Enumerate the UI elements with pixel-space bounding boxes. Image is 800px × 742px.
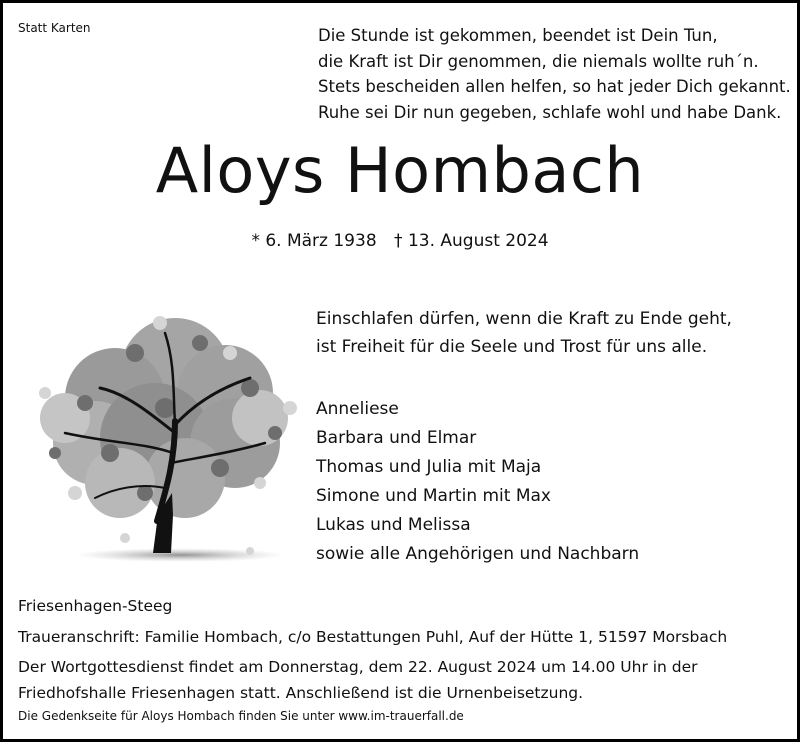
family-list xyxy=(316,395,639,569)
quote-line: ist Freiheit für die Seele und Trost für uns alle. xyxy=(316,337,708,357)
death-date: † 13. August 2024 xyxy=(394,231,549,251)
family-member: Barbara und Elmar xyxy=(316,428,477,448)
poem-line: Stets bescheiden allen helfen, so hat jeder Dich gekannt. xyxy=(318,77,791,97)
quote-line: Einschlafen dürfen, wenn die Kraft zu Ende geht, xyxy=(316,309,732,329)
family-member: Anneliese xyxy=(316,399,399,419)
autumn-tree-icon xyxy=(25,293,305,563)
service-line: Friedhofshalle Friesenhagen statt. Anschließend ist die Urnenbeisetzung. xyxy=(18,684,584,702)
life-dates xyxy=(3,231,797,251)
poem-line: Die Stunde ist gekommen, beendet ist Dein Tun, xyxy=(318,26,718,45)
quote xyxy=(316,305,732,361)
mourning-address: Traueranschrift: Familie Hombach, c/o Bestattungen Puhl, Auf der Hütte 1, 51597 Morsbach xyxy=(18,628,728,646)
service-line: Der Wortgottesdienst findet am Donnerstag, dem 22. August 2024 um 14.00 Uhr in der xyxy=(18,658,698,676)
deceased-name: Aloys Hombach xyxy=(155,134,645,207)
statt-karten-label: Statt Karten xyxy=(18,21,91,35)
poem-line: die Kraft ist Dir genommen, die niemals wollte ruh´n. xyxy=(318,51,759,71)
family-member: Simone und Martin mit Max xyxy=(316,486,551,506)
poem-line: Ruhe sei Dir nun gegeben, schlafe wohl und habe Dank. xyxy=(318,102,782,122)
family-member: Lukas und Melissa xyxy=(316,515,471,535)
service-info xyxy=(18,654,698,706)
birth-date: * 6. März 1938 xyxy=(251,231,377,251)
poem xyxy=(318,23,791,125)
place-name: Friesenhagen-Steeg xyxy=(18,597,173,615)
family-member: sowie alle Angehörigen und Nachbarn xyxy=(316,544,640,564)
memorial-web-note: Die Gedenkseite für Aloys Hombach finden Sie unter www.im-trauerfall.de xyxy=(18,709,464,723)
family-member: Thomas und Julia mit Maja xyxy=(316,457,542,477)
